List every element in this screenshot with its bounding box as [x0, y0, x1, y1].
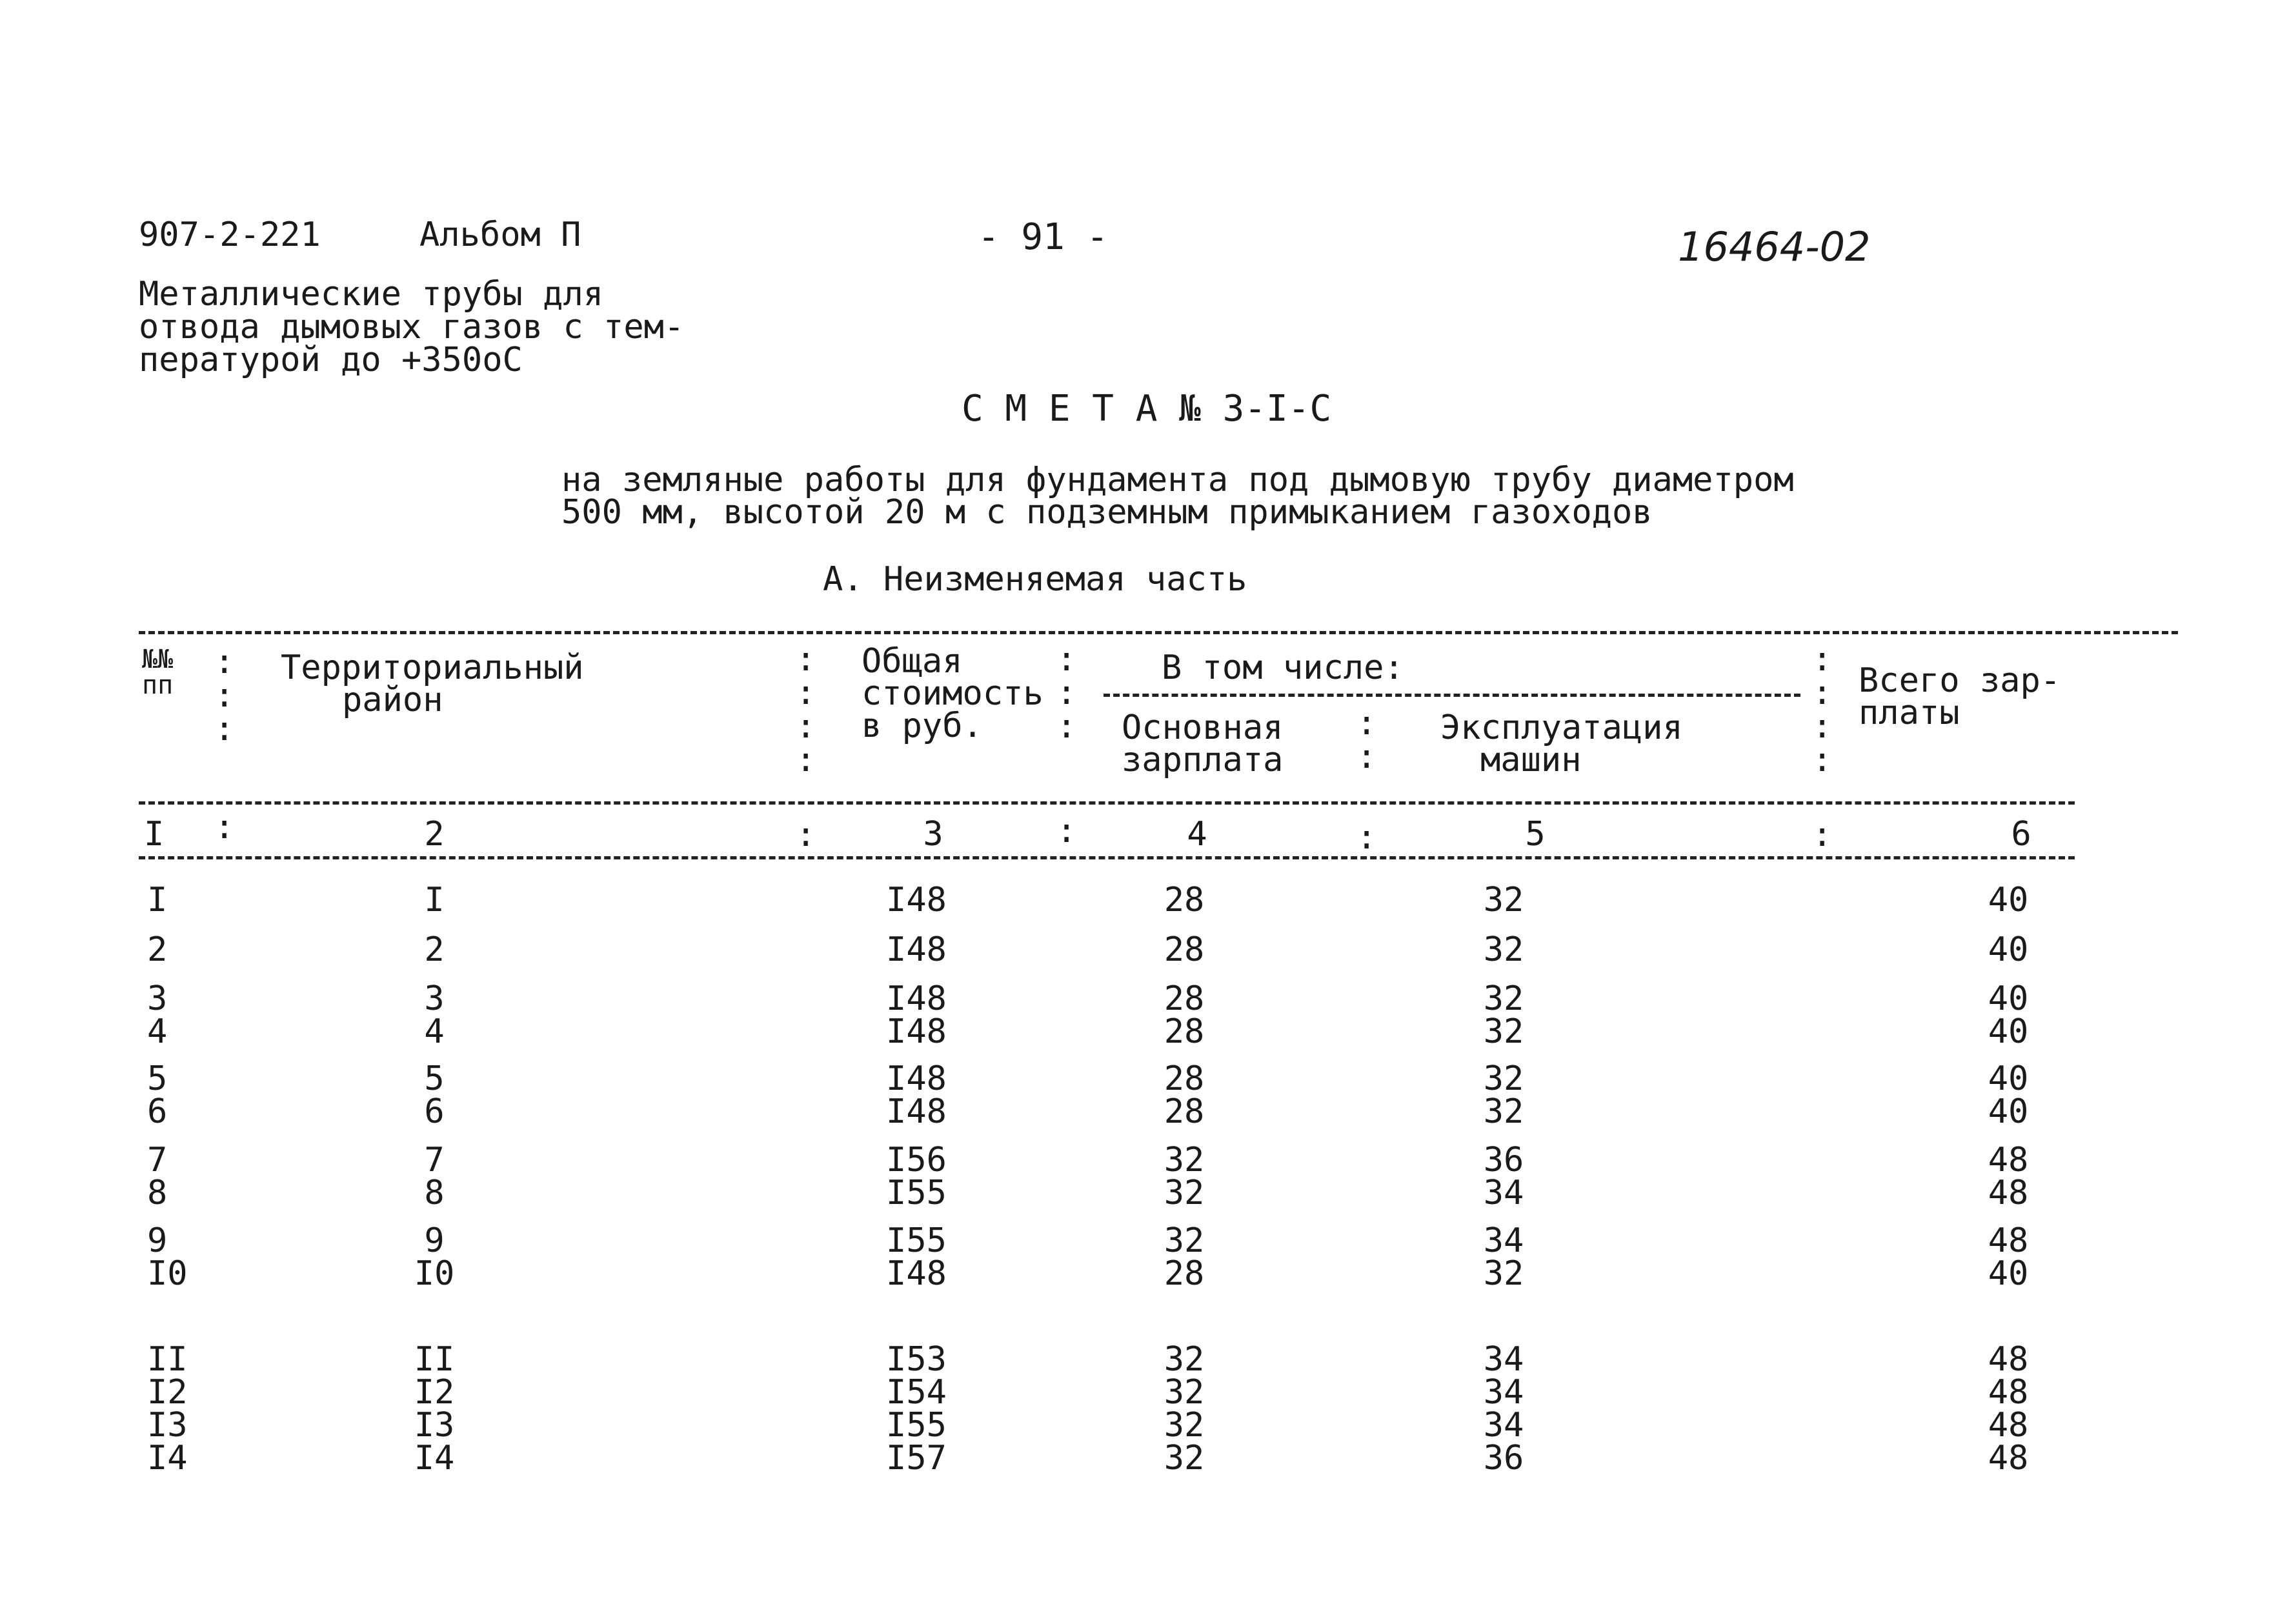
- table-cell: 34: [1483, 1373, 1524, 1412]
- page-number: - 91 -: [978, 216, 1109, 258]
- column-number: I: [144, 815, 165, 854]
- table-cell: I: [424, 881, 445, 919]
- estimate-subtitle-line: 500 мм, высотой 20 м с подземным примыканием газоходов: [561, 493, 1653, 532]
- table-cell: I0: [414, 1254, 455, 1293]
- header-region: Территориальный район: [281, 648, 584, 719]
- section-title: А. Неизменяемая часть: [823, 560, 1247, 599]
- table-cell: 4: [147, 1012, 168, 1051]
- table-cell: 3: [424, 979, 445, 1018]
- table-cell: 40: [1988, 1092, 2029, 1131]
- table-cell: 28: [1164, 1092, 1205, 1131]
- table-cell: 32: [1164, 1221, 1205, 1260]
- table-cell: 36: [1483, 1439, 1524, 1478]
- column-separator: :: [1056, 812, 1077, 850]
- table-cell: 32: [1483, 881, 1524, 919]
- table-cell: 32: [1164, 1373, 1205, 1412]
- handwritten-number: 16464-02: [1678, 223, 1871, 270]
- table-cell: 40: [1988, 1254, 2029, 1293]
- header-total-cost: Общая стоимость в руб.: [862, 642, 1043, 745]
- table-cell: 48: [1988, 1340, 2029, 1379]
- estimate-subtitle-line: на земляные работы для фундамента под дымовую трубу диаметром: [561, 461, 1794, 499]
- table-cell: 48: [1988, 1373, 2029, 1412]
- document-code: 907-2-221: [139, 216, 321, 254]
- table-cell: 32: [1483, 979, 1524, 1018]
- table-cell: 32: [1164, 1340, 1205, 1379]
- column-number: 5: [1525, 815, 1546, 854]
- column-separator: :: [796, 816, 816, 854]
- column-separator: : :: [1356, 704, 1377, 776]
- table-cell: I4: [147, 1439, 188, 1478]
- table-cell: 34: [1483, 1340, 1524, 1379]
- table-cell: 48: [1988, 1439, 2029, 1478]
- table-cell: 9: [424, 1221, 445, 1260]
- table-cell: I48: [886, 1092, 947, 1131]
- column-separator: : : :: [1056, 640, 1077, 746]
- table-cell: 32: [1164, 1439, 1205, 1478]
- table-cell: 9: [147, 1221, 168, 1260]
- album-label: Альбом П: [419, 216, 581, 254]
- column-number: 6: [2011, 815, 2031, 854]
- table-cell: 40: [1988, 979, 2029, 1018]
- table-cell: 48: [1988, 1174, 2029, 1212]
- table-cell: 28: [1164, 1254, 1205, 1293]
- description-line: отвода дымовых газов с тем-: [139, 308, 685, 346]
- column-number: 4: [1187, 815, 1207, 854]
- table-cell: I3: [414, 1406, 455, 1445]
- table-cell: 32: [1483, 1254, 1524, 1293]
- table-cell: 8: [147, 1174, 168, 1212]
- table-cell: 6: [147, 1092, 168, 1131]
- header-num: №№ пп: [142, 645, 174, 700]
- table-cell: 40: [1988, 1012, 2029, 1051]
- table-cell: I55: [886, 1221, 947, 1260]
- table-cell: 28: [1164, 979, 1205, 1018]
- column-separator: : : :: [214, 643, 235, 748]
- table-top-rule: [139, 631, 2178, 634]
- table-cell: 2: [424, 930, 445, 969]
- table-cell: I56: [886, 1141, 947, 1179]
- header-including: В том числе:: [1162, 648, 1404, 687]
- table-cell: I54: [886, 1373, 947, 1412]
- column-separator: :: [214, 808, 235, 847]
- table-cell: I2: [147, 1373, 188, 1412]
- column-separator: :: [1812, 816, 1833, 854]
- table-cell: 2: [147, 930, 168, 969]
- table-cell: 32: [1483, 1092, 1524, 1131]
- table-cell: I55: [886, 1406, 947, 1445]
- table-cell: I48: [886, 979, 947, 1018]
- table-cell: 5: [424, 1059, 445, 1098]
- table-cell: 4: [424, 1012, 445, 1051]
- column-number: 2: [424, 815, 445, 854]
- table-cell: 32: [1483, 1012, 1524, 1051]
- table-cell: 8: [424, 1174, 445, 1212]
- table-cell: I53: [886, 1340, 947, 1379]
- table-cell: 7: [424, 1141, 445, 1179]
- column-separator: :: [1356, 818, 1377, 857]
- header-machine-operation: Эксплуатация машин: [1440, 708, 1683, 779]
- table-cell: 40: [1988, 930, 2029, 969]
- table-cell: I2: [414, 1373, 455, 1412]
- table-cell: 5: [147, 1059, 168, 1098]
- table-cell: 36: [1483, 1141, 1524, 1179]
- table-cell: 32: [1164, 1141, 1205, 1179]
- table-cell: 6: [424, 1092, 445, 1131]
- table-cell: II: [147, 1340, 188, 1379]
- table-cell: 32: [1483, 930, 1524, 969]
- table-cell: 28: [1164, 881, 1205, 919]
- colnum-bottom-rule: [139, 856, 2075, 859]
- table-cell: I48: [886, 1254, 947, 1293]
- estimate-title: С М Е Т А № 3-I-С: [962, 388, 1332, 430]
- table-cell: I: [147, 881, 168, 919]
- header-base-salary: Основная зарплата: [1122, 708, 1284, 779]
- column-separator: : : : :: [796, 640, 816, 779]
- table-cell: I4: [414, 1439, 455, 1478]
- table-cell: 32: [1483, 1059, 1524, 1098]
- table-cell: 32: [1164, 1406, 1205, 1445]
- column-number: 3: [923, 815, 943, 854]
- column-separator: : : : :: [1812, 640, 1833, 779]
- table-cell: I3: [147, 1406, 188, 1445]
- table-cell: I48: [886, 1012, 947, 1051]
- table-cell: 34: [1483, 1221, 1524, 1260]
- table-cell: 34: [1483, 1174, 1524, 1212]
- header-bottom-rule: [139, 801, 2075, 805]
- table-cell: 28: [1164, 930, 1205, 969]
- table-cell: 28: [1164, 1059, 1205, 1098]
- table-cell: I0: [147, 1254, 188, 1293]
- table-cell: 40: [1988, 1059, 2029, 1098]
- table-cell: 48: [1988, 1221, 2029, 1260]
- description-line: Металлические трубы для: [139, 275, 604, 314]
- table-cell: 40: [1988, 881, 2029, 919]
- table-cell: 48: [1988, 1141, 2029, 1179]
- including-rule: [1104, 694, 1800, 697]
- table-cell: 32: [1164, 1174, 1205, 1212]
- header-total-salary: Всего зар- платы: [1859, 661, 2061, 732]
- table-cell: I48: [886, 1059, 947, 1098]
- table-cell: 7: [147, 1141, 168, 1179]
- table-cell: I57: [886, 1439, 947, 1478]
- table-cell: 28: [1164, 1012, 1205, 1051]
- table-cell: II: [414, 1340, 455, 1379]
- description-line: пературой до +350оС: [139, 341, 523, 379]
- table-cell: I48: [886, 930, 947, 969]
- table-cell: 48: [1988, 1406, 2029, 1445]
- table-cell: 3: [147, 979, 168, 1018]
- table-cell: I55: [886, 1174, 947, 1212]
- table-cell: I48: [886, 881, 947, 919]
- table-cell: 34: [1483, 1406, 1524, 1445]
